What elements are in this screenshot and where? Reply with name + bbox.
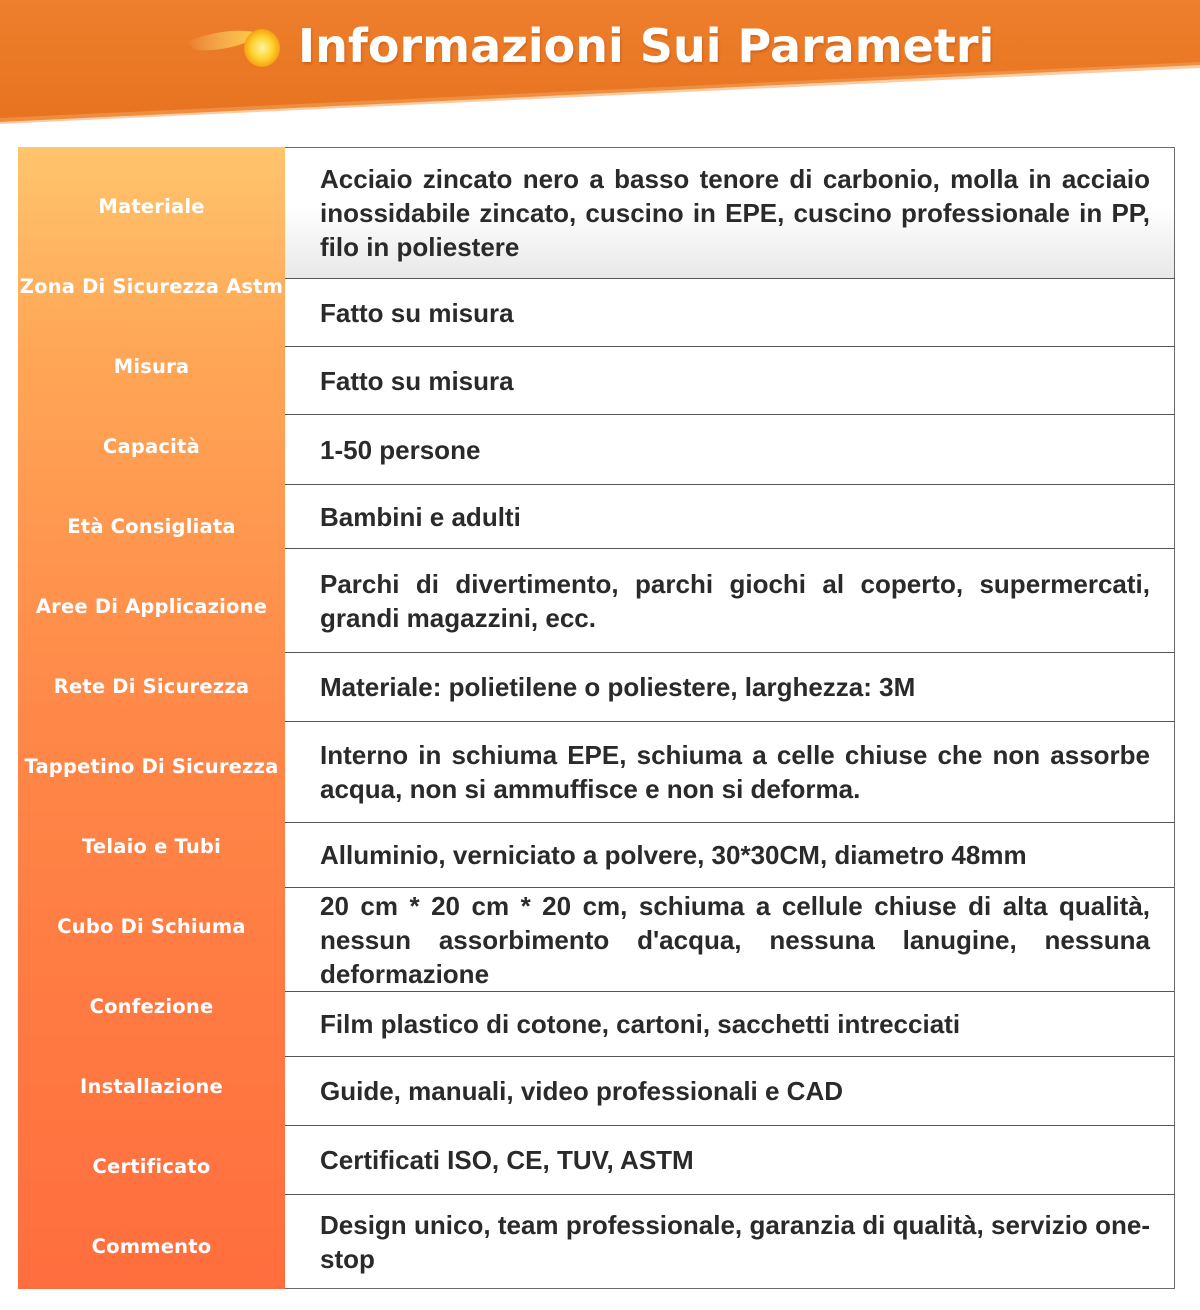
spec-value: 20 cm * 20 cm * 20 cm, schiuma a cellule chiuse di alta qualità, nessun assorbimento d'acqua, nessuna lanugine, nessuna deformazione (320, 890, 1150, 989)
spec-value: Interno in schiuma EPE, schiuma a celle chiuse che non assorbe acqua, non si ammuffisce e non si deforma. (320, 740, 1150, 804)
table-row (285, 415, 1174, 485)
spec-label: Aree Di Applicazione (35, 595, 268, 618)
spec-value: Acciaio zincato nero a basso tenore di carbonio, molla in acciaio inossidabile zincato, cuscino in EPE, cuscino professionale in PP, filo in poliestere (320, 164, 1150, 262)
table-row (285, 653, 1174, 722)
spec-value: Certificati ISO, CE, TUV, ASTM (320, 1145, 694, 1175)
spec-label: Cubo Di Schiuma (57, 915, 246, 938)
spec-value: Fatto su misura (320, 297, 514, 328)
page-title: Informazioni Sui Parametri (298, 19, 995, 73)
spec-label: Confezione (89, 995, 214, 1018)
spec-label: Materiale (98, 195, 205, 218)
spec-label: Zona Di Sicurezza Astm (19, 275, 284, 298)
header-banner (0, 0, 1200, 125)
table-row (285, 549, 1174, 653)
spec-label: Età Consigliata (67, 515, 236, 538)
table-row (285, 722, 1174, 823)
spec-value: Film plastico di cotone, cartoni, sacchetti intrecciati (320, 1009, 961, 1039)
table-row (285, 1057, 1174, 1126)
table-row (285, 148, 1174, 279)
table-row (285, 279, 1174, 347)
spec-label: Certificato (92, 1155, 211, 1178)
spec-value: Bambini e adulti (320, 501, 521, 532)
table-row (285, 888, 1174, 992)
spec-value: Parchi di divertimento, parchi giochi al coperto, supermercati, grandi magazzini, ecc. (320, 568, 1150, 633)
spec-label: Rete Di Sicurezza (53, 675, 250, 698)
spec-label: Tappetino Di Sicurezza (24, 755, 279, 778)
spec-value: Guide, manuali, video professionali e CAD (320, 1076, 843, 1106)
spec-labels-column (18, 147, 285, 1289)
spec-label: Installazione (80, 1075, 223, 1098)
spec-value: 1-50 persone (320, 434, 481, 465)
spec-value: Alluminio, verniciato a polvere, 30*30CM, diametro 48mm (320, 840, 1027, 870)
spec-values-table (285, 147, 1175, 1289)
table-row (285, 992, 1174, 1057)
spec-label: Commento (91, 1235, 212, 1258)
spec-label: Misura (113, 355, 190, 378)
table-row (285, 1195, 1174, 1288)
table-row (285, 347, 1174, 415)
spec-label: Capacità (103, 435, 200, 458)
spec-label: Telaio e Tubi (82, 835, 221, 858)
table-row (285, 1126, 1174, 1195)
table-row (285, 485, 1174, 549)
table-row (285, 823, 1174, 888)
spec-value: Fatto su misura (320, 365, 514, 396)
spec-value: Design unico, team professionale, garanzia di qualità, servizio one-stop (320, 1209, 1150, 1274)
spec-value: Materiale: polietilene o poliestere, larghezza: 3M (320, 672, 916, 702)
